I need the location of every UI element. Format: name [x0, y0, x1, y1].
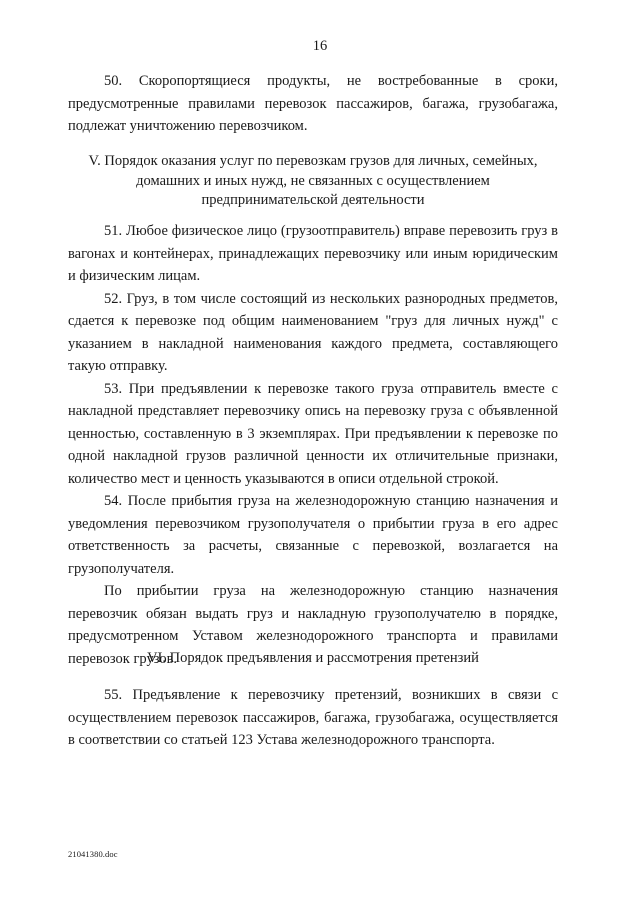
paragraph-54: 54. После прибытия груза на железнодорожную станцию назначения и уведомления перевозчиком грузополучателя о прибытии груза в его адрес ответственность за расчеты, связанные с перевозкой, возлагается на грузополучателя. [68, 493, 558, 577]
section-5-heading-line-3: предпринимательской деятельности [201, 192, 425, 208]
section-5-heading-line-2: домашних и иных нужд, не связанных с осуществлением [136, 172, 490, 189]
section-6-body [68, 684, 558, 752]
paragraph-51: 51. Любое физическое лицо (грузоотправитель) вправе перевозить груз в вагонах и контейнерах, принадлежащих перевозчику или иным юридическим и физическим лицам. [68, 223, 558, 284]
section-6-heading [68, 649, 558, 669]
paragraph-50-block [68, 70, 558, 138]
section-5-heading [68, 152, 558, 211]
paragraph-52: 52. Груз, в том числе состоящий из нескольких разнородных предметов, сдается к перевозке под общим наименованием "груз для личных нужд" с указанием в накладной наименования каждого предмета, составляющего такую отправку. [68, 290, 558, 374]
paragraph-53: 53. При предъявлении к перевозке такого груза отправитель вместе с накладной представляет перевозчику опись на перевозку груза с объявленной ценностью, составленную в 3 экземплярах. При предъявлении к перевозке по одной накладной грузов различной ценности их отличительные признаки, количество мест и ценность указываются в описи отдельной строкой. [68, 380, 558, 487]
document-filename: 21041380.doc [68, 849, 118, 859]
section-5-heading-line-1: V. Порядок оказания услуг по перевозкам грузов для личных, семейных, [88, 153, 538, 169]
section-5-body [68, 220, 558, 670]
page-number: 16 [312, 38, 328, 54]
paragraph-50: 50. Скоропортящиеся продукты, не востребованные в сроки, предусмотренные правилами перевозок пассажиров, багажа, грузобагажа, подлежат уничтожению перевозчиком. [68, 73, 558, 134]
paragraph-54-continuation: По прибытии груза на железнодорожную станцию назначения перевозчик обязан выдать груз и накладную грузополучателю в порядке, предусмотренном Уставом железнодорожного транспорта и правилами перевозок грузов. [68, 583, 558, 667]
section-6-heading-line: VI. Порядок предъявления и рассмотрения претензий [147, 650, 479, 666]
paragraph-55: 55. Предъявление к перевозчику претензий, возникших в связи с осуществлением перевозок пассажиров, багажа, грузобагажа, осуществляется в соответствии со статьей 123 Устава железнодорожного транспорта. [68, 687, 558, 748]
